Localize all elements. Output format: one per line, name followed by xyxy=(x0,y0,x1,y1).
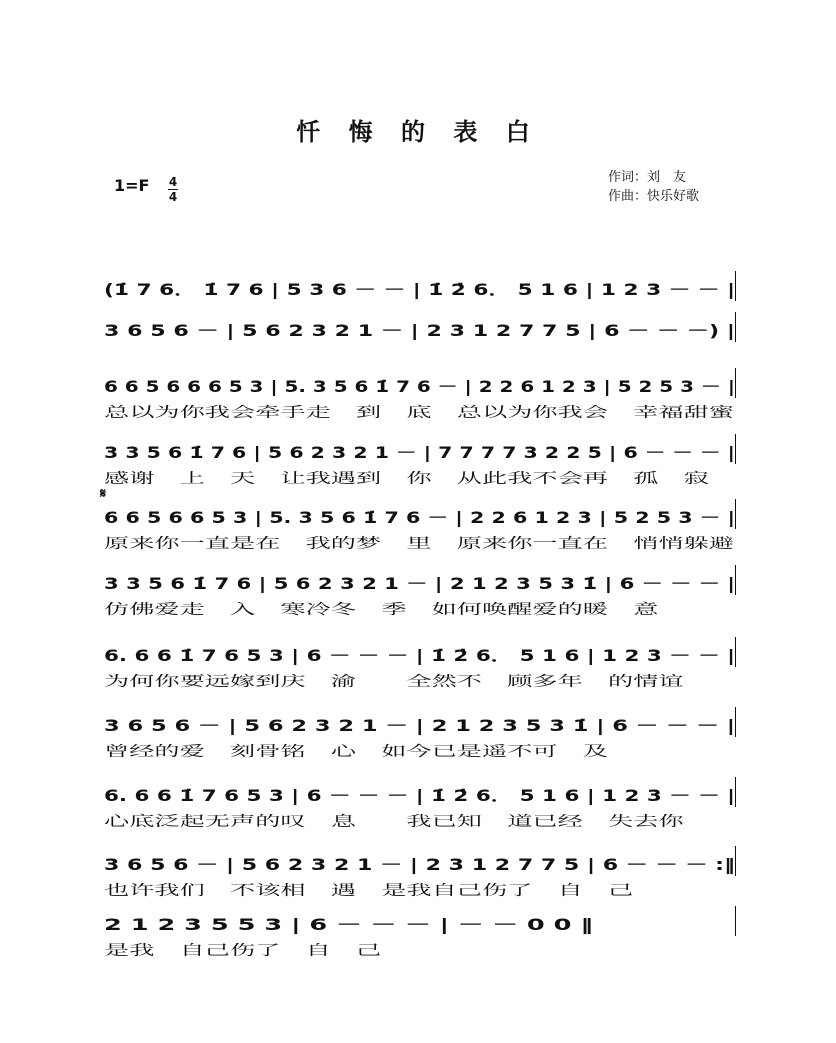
barline xyxy=(735,777,736,807)
barline xyxy=(735,846,736,876)
lyric-text: 原来你一直是在 我的梦 里 原来你一直在 悄悄躲避 xyxy=(104,536,734,552)
time-top: 4 xyxy=(168,175,178,189)
barline xyxy=(735,312,736,342)
barline xyxy=(735,707,736,737)
barline xyxy=(735,434,736,464)
notation-text: 3 6 5 6 － | 5 6 2 3 2 1 － | 2 1 2 3 5 3 1̇ | 6 － － － | xyxy=(104,716,735,735)
lyric-text: 也许我们 不该相 遇 是我自己伤了 自 己 xyxy=(104,883,634,899)
notation-row xyxy=(0,505,836,529)
notation-row xyxy=(0,571,836,595)
lyric-row xyxy=(0,468,836,488)
notation-row xyxy=(0,277,836,301)
notation-row xyxy=(0,643,836,667)
notation-text: (1̇ 7 6． 1̇ 7 6 | 5 3 6 － － | 1̇ 2̇ 6． 5 1 6 | 1 2 3 － － | xyxy=(104,280,735,299)
notation-text: 2 1 2 3 5 5 3 | 6 － － － | － － 0 0 ‖ xyxy=(104,915,594,934)
barline xyxy=(735,271,736,301)
lyric-row xyxy=(0,402,836,422)
notation-text: 3 6 5 6 － | 5 6 2 3 2 1 － | 2 3 1 2 7 7 5 | 6 － － － :‖ xyxy=(104,855,735,874)
notation-text: 3 3 5 6 1̇ 7 6 | 5 6 2 3 2 1 － | 7 7 7 7 3 2 2 5 | 6 － － － | xyxy=(104,443,735,462)
time-signature xyxy=(168,176,178,203)
segno-sign: 𝄋 xyxy=(100,486,107,502)
barline xyxy=(735,565,736,595)
time-bottom: 4 xyxy=(168,190,178,204)
lyric-row xyxy=(0,880,836,900)
notation-row xyxy=(0,783,836,807)
lyric-text: 总以为你我会牵手走 到 底 总以为你我会 幸福甜蜜 xyxy=(104,405,734,421)
notation-row xyxy=(0,374,836,398)
composer: 作曲：快乐好歌 xyxy=(608,189,700,204)
lyric-row xyxy=(0,533,836,553)
lyric-text: 曾经的爱 刻骨铭 心 如今已是遥不可 及 xyxy=(104,744,608,760)
notation-text: 6 6 5 6 6 6 5 3 | 5. 3 5 6 1̇ 7 6 － | 2 2 6 1 2 3 | 5 2 5 3 － | xyxy=(104,377,735,396)
lyric-text: 感谢 上 天 让我遇到 你 从此我不会再 孤 寂 xyxy=(104,471,709,487)
notation-row xyxy=(0,713,836,737)
lyric-row xyxy=(0,599,836,619)
barline xyxy=(735,637,736,667)
lyric-row xyxy=(0,811,836,831)
notation-text: 6. 6 6 1̇ 7 6 5 3 | 6 － － － | 1̇ 2̇ 6． 5 1 6 | 1 2 3 － － | xyxy=(104,646,735,665)
lyric-text: 仿佛爱走 入 寒冷冬 季 如何唤醒爱的暖 意 xyxy=(104,602,659,618)
lyric-text: 是我 自己伤了 自 己 xyxy=(104,943,382,959)
notation-row xyxy=(0,318,836,342)
barline xyxy=(735,368,736,398)
lyric-row xyxy=(0,671,836,691)
lyric-row xyxy=(0,741,836,761)
lyric-row xyxy=(0,940,836,960)
key-signature: 1=F xyxy=(114,176,150,195)
song-title: 忏 悔 的 表 白 xyxy=(296,118,540,146)
notation-text: 6 6 5 6 6 5 3 | 5. 3 5 6 1̇ 7 6 － | 2 2 6 1 2 3 | 5 2 5 3 － | xyxy=(104,508,735,527)
notation-text: 3 3 5 6 1̇ 7 6 | 5 6 2 3 2 1 － | 2 1 2 3 5 3 1̇ | 6 － － － | xyxy=(104,574,735,593)
barline xyxy=(735,499,736,529)
credits xyxy=(608,168,699,206)
notation-text: 3 6 5 6 － | 5 6 2 3 2 1 － | 2 3 1 2 7 7 5 | 6 － － －) | xyxy=(104,321,735,340)
notation-row xyxy=(0,440,836,464)
lyric-text: 为何你要远嫁到庆 渝 全然不 顾多年 的情谊 xyxy=(104,674,684,690)
notation-row xyxy=(0,912,836,936)
barline xyxy=(735,906,736,936)
notation-text: 6. 6 6 1̇ 7 6 5 3 | 6 － － － | 1̇ 2̇ 6． 5 1 6 | 1 2 3 － － | xyxy=(104,786,735,805)
notation-row xyxy=(0,852,836,876)
lyricist: 作词：刘 友 xyxy=(608,170,687,185)
lyric-text: 心底泛起无声的叹 息 我已知 道已经 失去你 xyxy=(104,814,684,830)
